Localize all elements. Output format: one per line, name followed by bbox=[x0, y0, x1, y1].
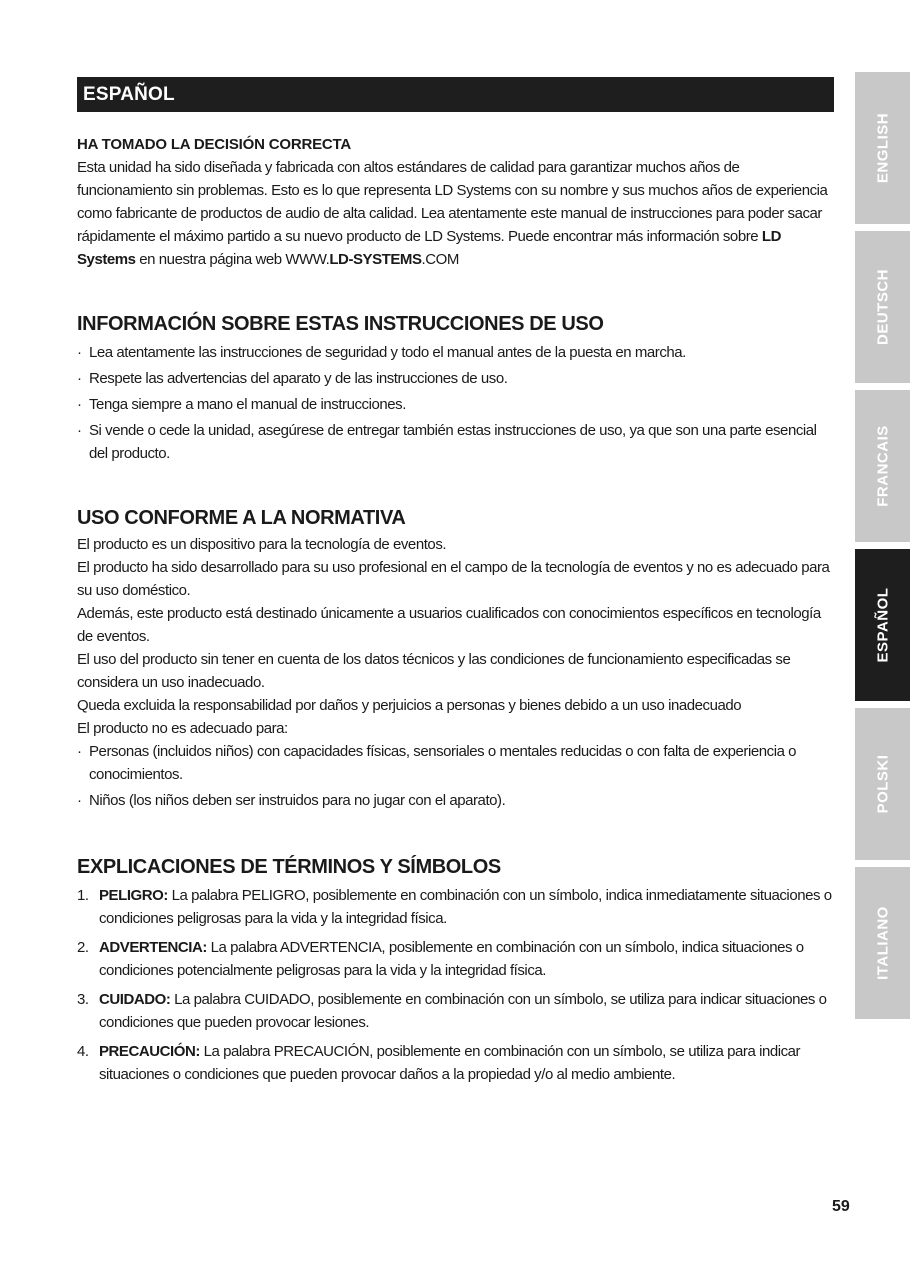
term-label: PELIGRO: bbox=[99, 887, 168, 904]
term-item bbox=[77, 884, 834, 930]
term-label: PRECAUCIÓN: bbox=[99, 1043, 200, 1060]
term-text: La palabra PELIGRO, posiblemente en combinación con un símbolo, indica inmediatamente situaciones o condiciones peligrosas para la vida y la integridad física. bbox=[99, 887, 832, 927]
term-text: La palabra CUIDADO, posiblemente en combinación con un símbolo, se utiliza para indicar situaciones o condiciones que pueden provocar lesiones. bbox=[99, 991, 827, 1031]
lang-tab-label: ESPAÑOL bbox=[874, 587, 891, 663]
brand-name: LD Systems bbox=[77, 228, 781, 268]
language-header-bar: ESPAÑOL bbox=[77, 77, 834, 112]
term-label: CUIDADO: bbox=[99, 991, 171, 1008]
use-section-heading: USO CONFORME A LA NORMATIVA bbox=[77, 507, 406, 529]
list-item bbox=[77, 393, 834, 416]
list-item bbox=[77, 740, 834, 786]
term-number: 3. bbox=[77, 991, 89, 1008]
list-item bbox=[77, 419, 834, 465]
list-item-text: Personas (incluidos niños) con capacidades físicas, sensoriales o mentales reducidas o con falta de experiencia o conocimientos. bbox=[89, 743, 797, 783]
page-content bbox=[77, 77, 834, 1092]
page-number: 59 bbox=[832, 1198, 850, 1215]
lang-tab-english[interactable] bbox=[855, 72, 910, 224]
list-item-text: Si vende o cede la unidad, asegúrese de entregar también estas instrucciones de uso, ya que son una parte esencial del producto. bbox=[89, 422, 817, 462]
lang-tab-label: POLSKI bbox=[874, 754, 891, 814]
term-item bbox=[77, 1040, 834, 1086]
info-bullet-list bbox=[77, 341, 834, 465]
term-item bbox=[77, 988, 834, 1034]
term-item bbox=[77, 936, 834, 982]
term-number: 1. bbox=[77, 887, 89, 904]
lang-tab-italiano[interactable] bbox=[855, 867, 910, 1019]
list-item bbox=[77, 341, 834, 364]
use-line: El producto es un dispositivo para la tecnología de eventos. bbox=[77, 536, 447, 553]
intro-paragraph bbox=[77, 156, 834, 271]
bullet-dot: · bbox=[77, 743, 82, 760]
term-text: La palabra PRECAUCIÓN, posiblemente en combinación con un símbolo, se utiliza para indicar situaciones o condiciones que pueden provocar daños a la propiedad y/o al medio ambiente. bbox=[99, 1043, 801, 1083]
use-line: Además, este producto está destinado únicamente a usuarios cualificados con conocimientos específicos en tecnología de eventos. bbox=[77, 605, 821, 645]
bullet-dot: · bbox=[77, 422, 82, 439]
term-number: 4. bbox=[77, 1043, 89, 1060]
use-line: El producto ha sido desarrollado para su uso profesional en el campo de la tecnología de eventos y no es adecuado para su uso doméstico. bbox=[77, 559, 830, 599]
use-line: El producto no es adecuado para: bbox=[77, 720, 288, 737]
term-number: 2. bbox=[77, 939, 89, 956]
list-item-text: Niños (los niños deben ser instruidos para no jugar con el aparato). bbox=[89, 792, 506, 809]
bullet-dot: · bbox=[77, 396, 82, 413]
lang-tab-espanol[interactable] bbox=[855, 549, 910, 701]
lang-tab-deutsch[interactable] bbox=[855, 231, 910, 383]
list-item-text: Tenga siempre a mano el manual de instrucciones. bbox=[89, 396, 406, 413]
intro-text-middle: en nuestra página web WWW. bbox=[135, 251, 330, 268]
list-item-text: Respete las advertencias del aparato y de las instrucciones de uso. bbox=[89, 370, 508, 387]
intro-text-start: Esta unidad ha sido diseñada y fabricada con altos estándares de calidad para garantizar muchos años de funcionamiento sin problemas. Esto es lo que representa LD Systems con su nombre y sus muchos años de experiencia como fabricante de productos de audio de alta calidad. Lea atentamente este manual de instrucciones para poder sacar rápidamente el máximo partido a su nuevo producto de LD Systems. Puede encontrar más información sobre bbox=[77, 159, 828, 245]
use-line: El uso del producto sin tener en cuenta de los datos técnicos y las condiciones de funcionamiento especificadas se considera un uso inadecuado. bbox=[77, 651, 791, 691]
lang-tab-label: ITALIANO bbox=[874, 906, 891, 980]
bullet-dot: · bbox=[77, 792, 82, 809]
bullet-dot: · bbox=[77, 370, 82, 387]
lang-tab-label: ENGLISH bbox=[874, 112, 891, 184]
lang-tab-francais[interactable] bbox=[855, 390, 910, 542]
bullet-dot: · bbox=[77, 344, 82, 361]
list-item bbox=[77, 367, 834, 390]
terms-list bbox=[77, 884, 834, 1086]
website-suffix: .COM bbox=[421, 251, 459, 268]
list-item-text: Lea atentamente las instrucciones de seguridad y todo el manual antes de la puesta en marcha. bbox=[89, 344, 686, 361]
info-section-heading: INFORMACIÓN SOBRE ESTAS INSTRUCCIONES DE USO bbox=[77, 313, 604, 335]
lang-tab-label: DEUTSCH bbox=[874, 268, 891, 346]
list-item bbox=[77, 789, 834, 812]
lang-tab-label: FRANCAIS bbox=[874, 425, 891, 507]
term-text: La palabra ADVERTENCIA, posiblemente en combinación con un símbolo, indica situaciones o condiciones potencialmente peligrosas para la vida y la integridad física. bbox=[99, 939, 804, 979]
lang-tab-polski[interactable] bbox=[855, 708, 910, 860]
intro-heading: HA TOMADO LA DECISIÓN CORRECTA bbox=[77, 136, 351, 153]
terms-section-heading: EXPLICACIONES DE TÉRMINOS Y SÍMBOLOS bbox=[77, 856, 501, 878]
use-line: Queda excluida la responsabilidad por daños y perjuicios a personas y bienes debido a un uso inadecuado bbox=[77, 697, 742, 714]
use-bullet-list bbox=[77, 740, 834, 812]
website-bold: LD-SYSTEMS bbox=[329, 251, 422, 268]
term-label: ADVERTENCIA: bbox=[99, 939, 207, 956]
